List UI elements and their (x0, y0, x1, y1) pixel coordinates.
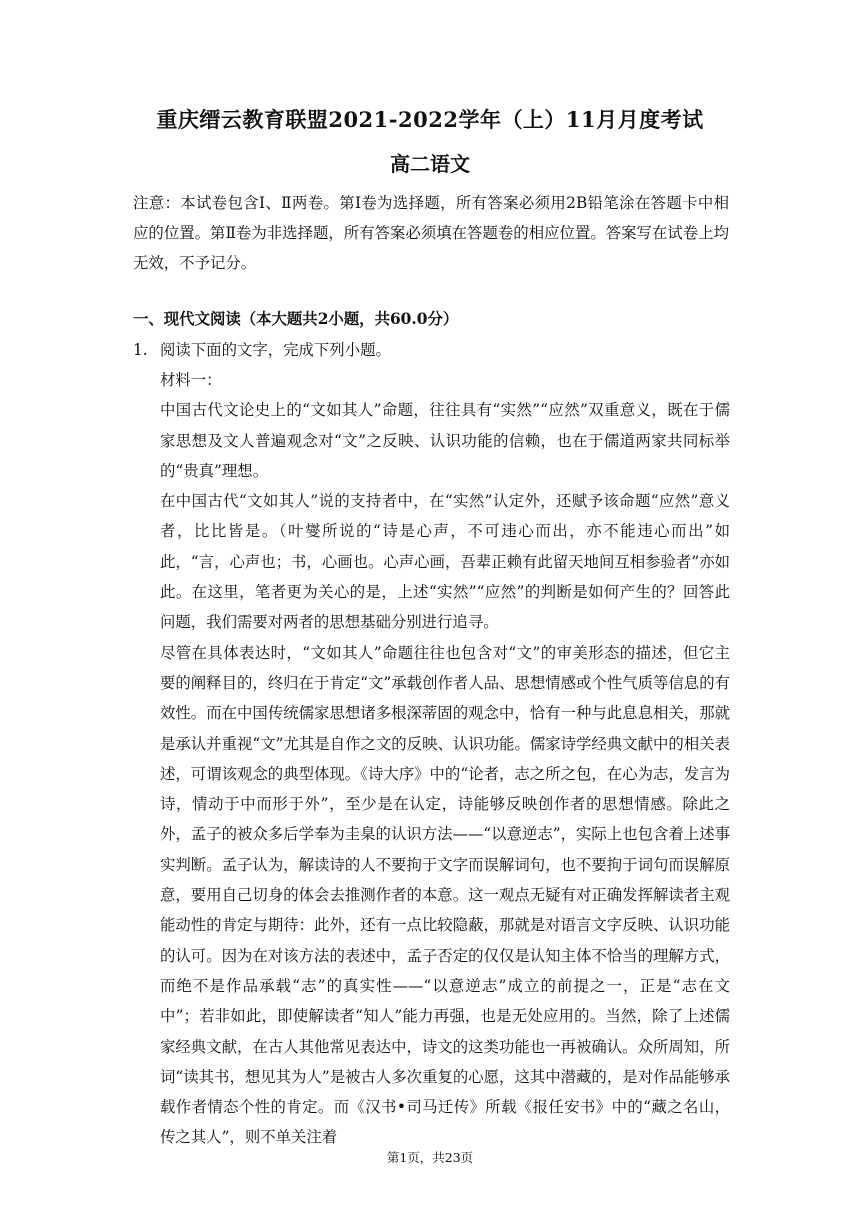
section-heading: 一、现代文阅读（本大题共2小题，共60.0分） (133, 310, 459, 328)
page-footer: 第1页，共23页 (386, 1150, 474, 1165)
material-paragraph-1: 中国古代文论史上的“文如其人”命题，往往具有“实然”“应然”双重意义，既在于儒家思想及文人普遍观念对“文”之反映、认识功能的信赖，也在于儒道两家共同标举的“贵真”理想。 (160, 401, 730, 480)
exam-notice: 注意：本试卷包含Ⅰ、Ⅱ两卷。第Ⅰ卷为选择题，所有答案必须用2B铅笔涂在答题卡中相应的位置。第Ⅱ卷为非选择题，所有答案必须填在答题卷的相应位置。答案写在试卷上均无效，不予记分。 (133, 194, 729, 272)
material-paragraph-3: 尽管在具体表达时，“文如其人”命题往往也包含对“文”的审美形态的描述，但它主要的阐释目的，终归在于肯定“文”承载创作者人品、思想情感或个性气质等信息的有效性。而在中国传统儒家思想诸多根深蒂固的观念中，恰有一种与此息息相关，那就是承认并重视“文”尤其是自作之文的反映、认识功能。儒家诗学经典文献中的相关表述，可谓该观念的典型体现。《诗大序》中的“论者，志之所之包，在心为志，发言为诗，情动于中而形于外”，至少是在认定，诗能够反映创作者的思想情感。除此之外，孟子的被众多后学奉为圭臬的认识方法——“以意逆志”，实际上也包含着上述事实判断。孟子认为，解读诗的人不要拘于文字而误解词句，也不要拘于词句而误解原意，要用自己切身的体会去推测作者的本意。这一观点无疑有对正确发挥解读者主观能动性的肯定与期待：此外，还有一点比较隐蔽，那就是对语言文字反映、认识功能的认可。因为在对该方法的表述中，孟子否定的仅仅是认知主体不恰当的理解方式，而绝不是作品承载“志”的真实性——“以意逆志”成立的前提之一，正是“志在文中”；若非如此，即使解读者“知人”能力再强，也是无处应用的。当然，除了上述儒家经典文献，在古人其他常见表达中，诗文的这类功能也一再被确认。众所周知，所词“读其书，想见其为人”是被古人多次重复的心愿，这其中潜藏的，是对作品能够承载作者情态个性的肯定。而《汉书•司马迁传》所载《报任安书》中的“藏之名山，传之其人”，则不单关注着 (160, 643, 730, 1147)
question-prompt: 阅读下面的文字，完成下列小题。 (160, 341, 391, 359)
exam-title: 重庆缙云教育联盟2021-2022学年（上）11月月度考试 (156, 107, 704, 132)
material-paragraph-2: 在中国古代“文如其人”说的支持者中，在“实然”认定外，还赋予该命题“应然”意义者，比比皆是。（叶燮所说的“诗是心声，不可违心而出，亦不能违心而出”如此，“言，心声也；书，心画也。心声心画，吾辈正赖有此留天地间互相参验者”亦如此。在这里，笔者更为关心的是，上述“实然”“应然”的判断是如何产生的？回答此问题，我们需要对两者的思想基础分别进行追寻。 (160, 492, 730, 632)
question-number: 1. (133, 341, 148, 359)
reading-material (160, 365, 730, 1153)
material-label: 材料一： (160, 371, 222, 389)
exam-subject: 高二语文 (390, 152, 470, 176)
